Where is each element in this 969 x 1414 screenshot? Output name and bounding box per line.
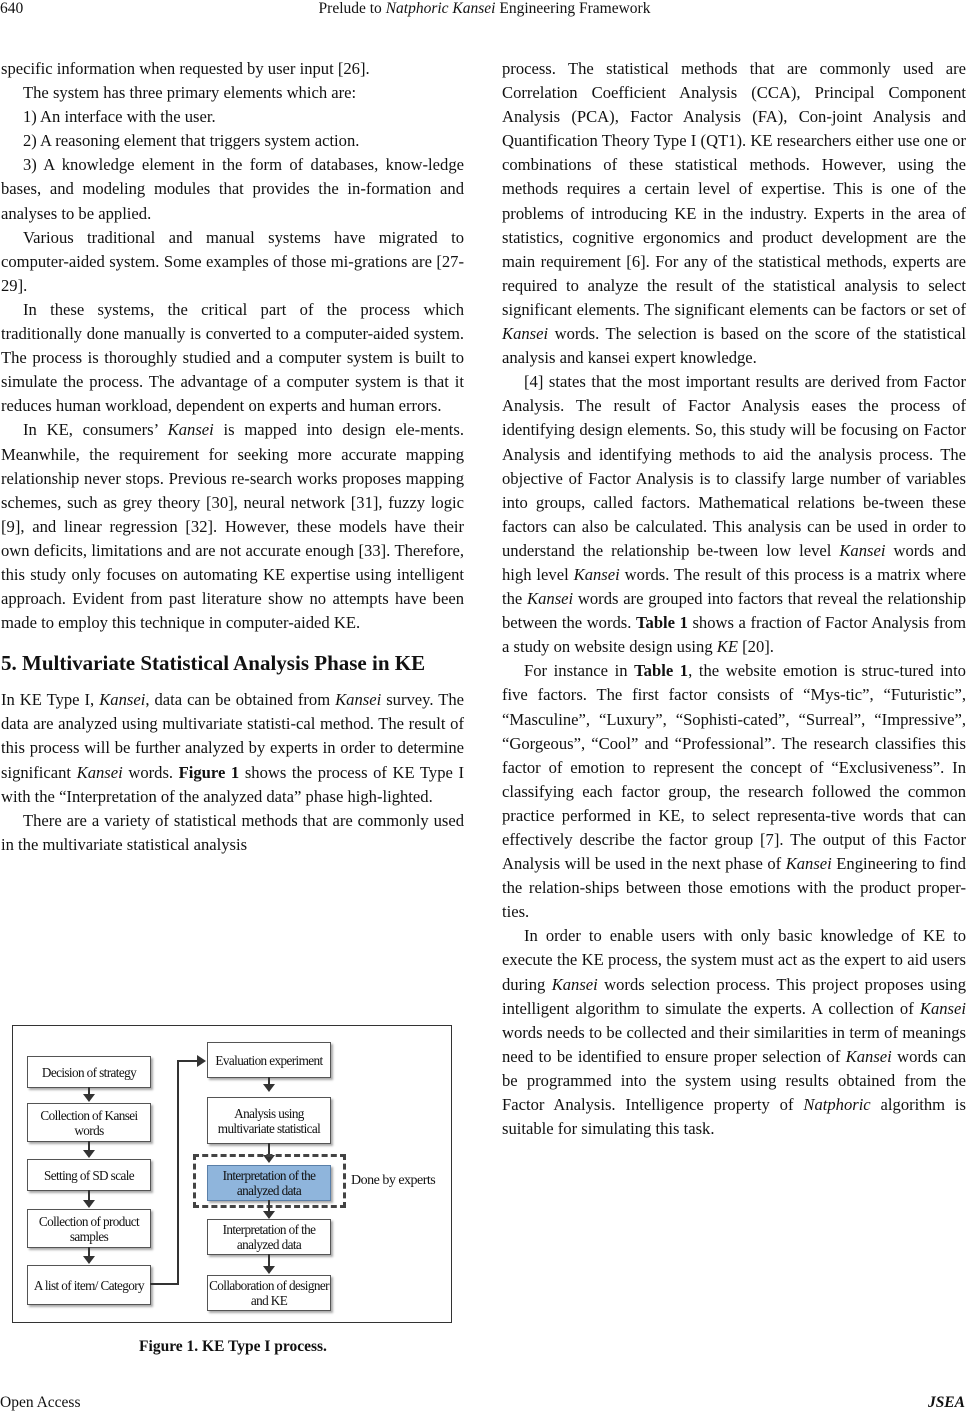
arrow-right-icon [197, 1055, 206, 1067]
arrow-down-icon [88, 1087, 90, 1100]
list-item: 3) A knowledge element in the form of databases, know-ledge bases, and modeling modules that provides the in-formation and analyses to be applied. [1, 155, 464, 223]
arrow-down-icon [88, 1190, 90, 1206]
figure-1-flowchart [12, 1025, 452, 1323]
section-heading: 5. Multivariate Statistical Analysis Phase in KE [1, 651, 426, 676]
table-reference[interactable]: Table 1 [634, 661, 689, 681]
flow-box-analysis-using-multivariate: Analysis using multivariate statistical [207, 1097, 331, 1144]
list-item: 2) A reasoning element that triggers system action. [23, 131, 360, 151]
arrow-down-icon [268, 1077, 270, 1090]
page-number: 640 [0, 0, 24, 17]
done-by-experts-label: Done by experts [351, 1173, 436, 1188]
paragraph: For instance in Table 1, the website emotion is struc-tured into five factors. The first factor consists of “Mys-tic”, “Futuristic”, “Masculine”, “Luxury”, “Sophisti-cated”, “Surreal”, “Impressive”, “Gorgeous”, “Cool” and “Professional”. The research classifies this factor of emotion to represent the concept of “Exclusiveness”. In classifying each factor group, the research followed the common practice performed in KE, to select representa-tive words that can effectively describe the factor group [7]. The output of this Factor Analysis will be used in the next phase of Kansei Engineering to find the relation-ships between those emotions with the product proper-ties. [502, 661, 966, 922]
flow-box-list-of-item-category: A list of item/ Category [27, 1265, 151, 1305]
arrow-down-icon [88, 1141, 90, 1156]
flow-box-collection-of-kansei-words: Collection of Kansei words [27, 1103, 151, 1142]
left-column [1, 57, 464, 857]
paragraph: Various traditional and manual systems have migrated to computer-aided system. Some examples of those mi-grations are [27-29]. [1, 227, 464, 295]
connector-line [177, 1060, 179, 1285]
paragraph: In these systems, the critical part of the process which traditionally done manually is converted to a computer-aided system. The process is thoroughly studied and a computer system is built to simulate the process. The advantage of a computer system is that it reduces human workload, dependent on experts and human errors. [1, 299, 464, 416]
open-access-label: Open Access [0, 1394, 81, 1411]
arrow-down-icon [88, 1247, 90, 1262]
arrow-down-icon [268, 1200, 270, 1217]
connector-line [177, 1060, 199, 1062]
flow-box-setting-of-sd-scale: Setting of SD scale [27, 1159, 151, 1191]
paragraph: In KE, consumers’ Kansei is mapped into design ele-ments. Meanwhile, the requirement for seeking more accurate mapping relationship never stops. Previous re-search works proposes mapping schemes, such as grey theory [30], neural network [31], fuzzy logic [9], and linear regression [32]. However, these models have their own deficits, limitations and are not accurate enough [33]. Therefore, this study only focuses on automating KE expertise using intelligent approach. Evident from past literature show no attempts have been made to employ this technique in computer-aided KE. [1, 420, 464, 633]
flow-box-interpretation-of-analyzed-data: Interpretation of the analyzed data [207, 1219, 331, 1255]
figure-caption: Figure 1. KE Type I process. [139, 1338, 327, 1355]
paragraph: In KE Type I, Kansei, data can be obtained from Kansei survey. The data are analyzed using multivariate statisti-cal method. The result of this process will be further analyzed by experts in order to determine significant Kansei words. Figure 1 shows the process of KE Type I with the “Interpretation of the analyzed data” phase high-lighted. [1, 690, 464, 806]
figure-reference[interactable]: Figure 1 [178, 762, 240, 782]
paragraph: In order to enable users with only basic knowledge of KE to execute the KE process, the system must act as the expert to aid users during Kansei words selection process. This project proposes using intelligent algorithm to simulate the experts. A collection of Kansei words needs to be collected and their similarities in term of meanings need to be identified to ensure proper selection of Kansei words can be programmed into the system using results obtained from the Factor Analysis. Intelligence property of Natphoric algorithm is suitable for simulating this task. [502, 926, 967, 1139]
running-title: Prelude to Natphoric Kansei Engineering Framework [318, 0, 651, 17]
paragraph: specific information when requested by user input [26]. [1, 59, 370, 78]
paragraph: [4] states that the most important results are derived from Factor Analysis. The result of Factor Analysis eases the process of identifying design elements. So, this study will be focusing on Factor Analysis and identifying methods to aid the analysis process. The objective of Factor Analysis is to classify large number of variables into groups, called factors. Mathematical relations be-tween these factors can also be calculated. This analysis can be used in order to understand the relationship be-tween low level Kansei words and high level Kansei words. The result of this process is a matrix where the Kansei words are grouped into factors that reveal the relationship between the words. Table 1 shows a fraction of Factor Analysis from a study on website design using KE [20]. [502, 372, 967, 657]
flow-box-collaboration: Collaboration of designer and KE [207, 1275, 331, 1311]
connector-line [150, 1283, 178, 1285]
paragraph: process. The statistical methods that are commonly used are Correlation Coefficient Analysis (CCA), Principal Component Analysis (PCA), Factor Analysis (FA), Con-joint Analysis and Quantification Theory Type I (QT1). KE researchers either use one or combinations of these statistical methods. However, using the methods requires a certain level of expertise. This is one of the problems of introducing KE in the industry. Experts in the area of statistics, cognitive ergonomics and product development are the main requirement [6]. For any of the statistical methods, experts are required to analyze the result of the statistical analysis to select significant elements. The significant elements can be factors or set of Kansei words. The selection is based on the score of the statistical analysis and kansei expert knowledge. [502, 59, 966, 368]
table-reference[interactable]: Table 1 [635, 613, 688, 633]
page-header [0, 0, 969, 24]
list-item: 1) An interface with the user. [23, 107, 216, 127]
paragraph: The system has three primary elements which are: [23, 83, 357, 103]
flow-box-decision-of-strategy: Decision of strategy [27, 1056, 151, 1088]
right-column [502, 57, 966, 1141]
arrow-down-icon [268, 1254, 270, 1272]
journal-abbrev: JSEA [927, 1394, 965, 1411]
flow-box-evaluation-experiment: Evaluation experiment [207, 1042, 331, 1078]
flow-box-collection-of-product-samples: Collection of product samples [27, 1209, 151, 1248]
flow-box-interpretation-highlighted: Interpretation of the analyzed data [207, 1165, 331, 1201]
paragraph: There are a variety of statistical methods that are commonly used in the multivariate statistical analysis [1, 810, 464, 854]
